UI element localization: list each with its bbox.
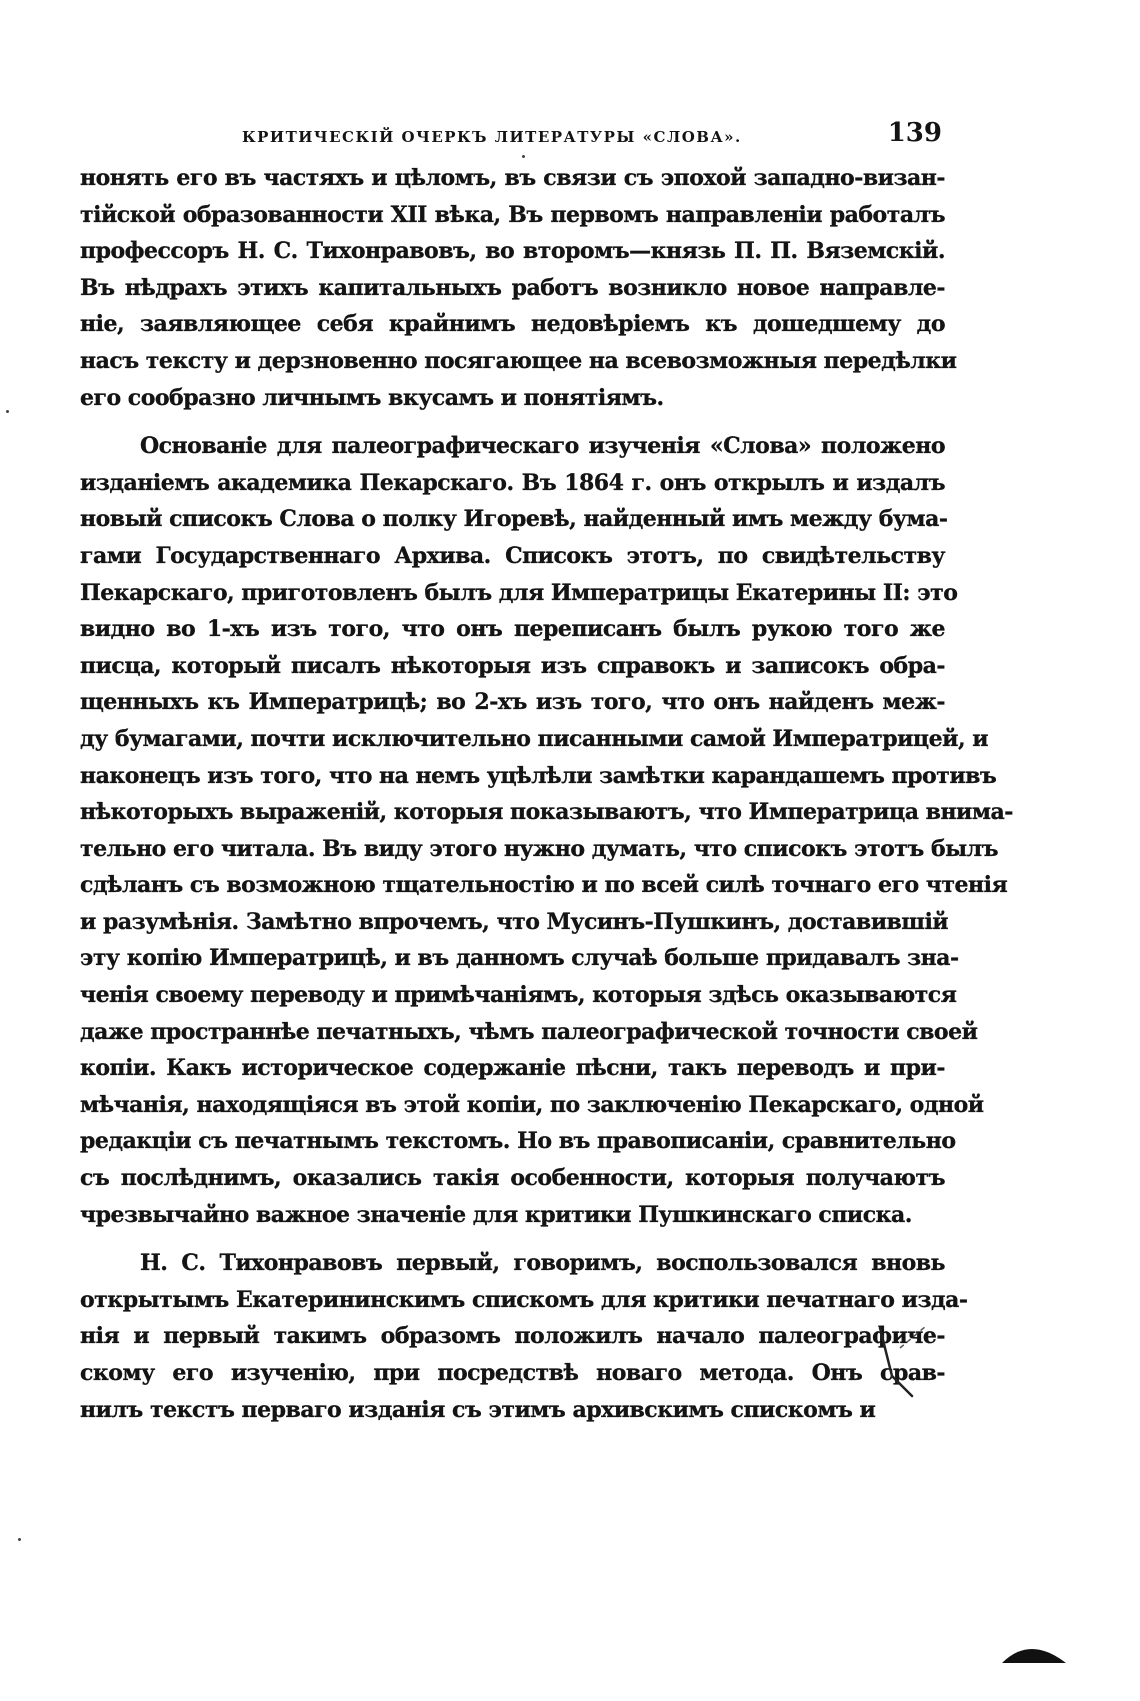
text-line: щенныхъ къ Императрицѣ; во 2-хъ изъ того, что онъ найденъ меж- bbox=[80, 689, 945, 716]
paragraph-gap bbox=[80, 1233, 945, 1245]
text-line: наконецъ изъ того, что на немъ уцѣлѣли замѣтки карандашемъ противъ bbox=[80, 762, 997, 789]
text-line: писца, который писалъ нѣкоторыя изъ справокъ и записокъ обра- bbox=[80, 652, 945, 679]
text-line: копіи. Какъ историческое содержаніе пѣсни, такъ переводъ и при- bbox=[80, 1055, 945, 1082]
text-line: нія и первый такимъ образомъ положилъ начало палеографиче- bbox=[80, 1323, 945, 1350]
text-line: новый списокъ Слова о полку Игоревѣ, найденный имъ между бума- bbox=[80, 506, 948, 533]
body-text bbox=[80, 160, 1013, 1428]
text-line: мѣчанія, находящіяся въ этой копіи, по заключенію Пекарскаго, одной bbox=[80, 1091, 984, 1118]
text-line: нѣкоторыхъ выраженій, которыя показываютъ, что Императрица внима- bbox=[80, 799, 1013, 826]
text-line: редакціи съ печатнымъ текстомъ. Но въ правописаніи, сравнительно bbox=[80, 1128, 956, 1155]
text-line: открытымъ Екатерининскимъ спискомъ для критики печатнаго изда- bbox=[80, 1286, 968, 1313]
text-line: нилъ текстъ перваго изданія съ этимъ архивскимъ спискомъ и bbox=[80, 1396, 876, 1423]
text-line: насъ тексту и дерзновенно посягающее на всевозможныя передѣлки bbox=[80, 347, 957, 374]
paragraph-gap bbox=[80, 416, 945, 428]
ink-blot-mark bbox=[1000, 1641, 1068, 1667]
text-line: и разумѣнія. Замѣтно впрочемъ, что Мусинъ-Пушкинъ, доставившій bbox=[80, 908, 949, 935]
text-line: Н. С. Тихонравовъ первый, говоримъ, воспользовался вновь bbox=[140, 1250, 945, 1277]
text-line: ченія своему переводу и примѣчаніямъ, которыя здѣсь оказываются bbox=[80, 982, 957, 1009]
text-line: Основаніе для палеографическаго изученія «Слова» положено bbox=[140, 433, 945, 460]
text-line: Пекарскаго, приготовленъ былъ для Императрицы Екатерины II: это bbox=[80, 579, 958, 606]
text-line: скому его изученію, при посредствѣ новаго метода. Онъ срав- bbox=[80, 1360, 945, 1386]
text-line: изданіемъ академика Пекарскаго. Въ 1864 г. онъ открылъ и издалъ bbox=[80, 469, 945, 496]
page-header bbox=[242, 118, 942, 158]
pencil-annotation-mark bbox=[870, 1318, 930, 1408]
paragraph bbox=[80, 160, 957, 416]
text-line: тельно его читала. Въ виду этого нужно думать, что списокъ этотъ былъ bbox=[80, 835, 999, 862]
page-speck bbox=[522, 155, 525, 158]
page-number: 139 bbox=[887, 118, 942, 148]
text-line: тійской образованности XII вѣка, Въ первомъ направленіи работалъ bbox=[80, 201, 945, 228]
text-line: эту копію Императрицѣ, и въ данномъ случаѣ больше придавалъ зна- bbox=[80, 945, 959, 972]
paragraph bbox=[80, 1245, 968, 1428]
running-title: КРИТИЧЕСКІЙ ОЧЕРКЪ ЛИТЕРАТУРЫ «СЛОВА». bbox=[242, 128, 742, 146]
text-line: ду бумагами, почти исключительно писанными самой Императрицей, и bbox=[80, 725, 989, 752]
text-line: профессоръ Н. С. Тихонравовъ, во второмъ—князь П. П. Вяземскій. bbox=[80, 238, 945, 265]
text-line: нонять его въ частяхъ и цѣломъ, въ связи съ эпохой западно-визан- bbox=[80, 165, 945, 191]
paragraph bbox=[80, 428, 1013, 1233]
text-line: даже пространнѣе печатныхъ, чѣмъ палеографической точности своей bbox=[80, 1018, 978, 1045]
text-line: его сообразно личнымъ вкусамъ и понятіямъ. bbox=[80, 384, 664, 411]
text-line: гами Государственнаго Архива. Списокъ этотъ, по свидѣтельству bbox=[80, 542, 945, 569]
text-line: чрезвычайно важное значеніе для критики Пушкинскаго списка. bbox=[80, 1201, 912, 1228]
page-speck bbox=[18, 1538, 21, 1541]
text-line: видно во 1-хъ изъ того, что онъ переписанъ былъ рукою того же bbox=[80, 616, 945, 643]
text-line: сдѣланъ съ возможною тщательностію и по всей силѣ точнаго его чтенія bbox=[80, 872, 1008, 899]
text-line: съ послѣднимъ, оказались такія особенности, которыя получаютъ bbox=[80, 1165, 945, 1192]
text-line: ніе, заявляющее себя крайнимъ недовѣріемъ къ дошедшему до bbox=[80, 311, 945, 338]
page-speck bbox=[6, 410, 9, 413]
text-line: Въ нѣдрахъ этихъ капитальныхъ работъ возникло новое направле- bbox=[80, 274, 945, 301]
